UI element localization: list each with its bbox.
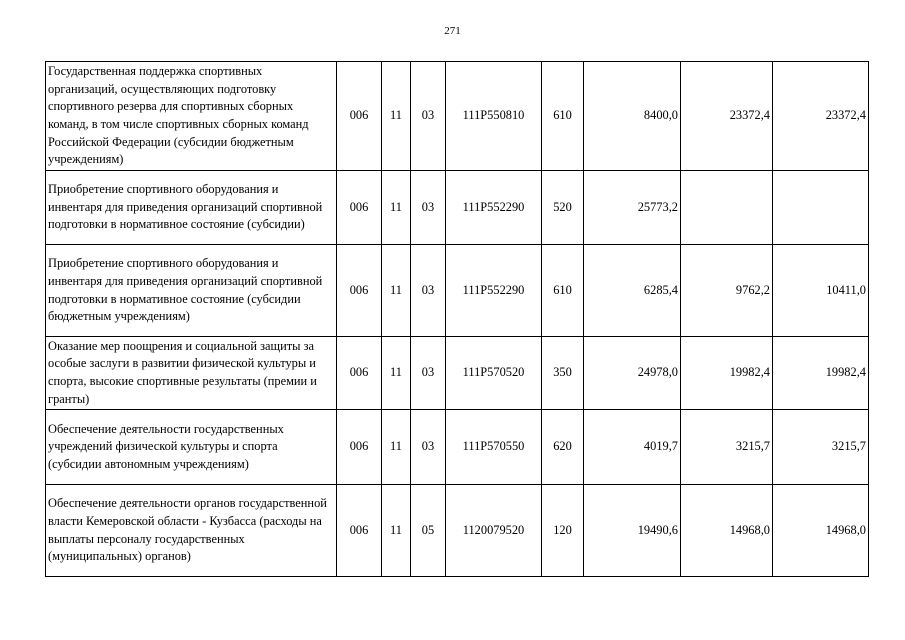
subsection-code: 03 — [411, 337, 446, 410]
amount-2: 3215,7 — [681, 410, 773, 485]
table-row — [46, 245, 869, 337]
target-article-code: 111P570520 — [446, 337, 542, 410]
amount-2: 14968,0 — [681, 485, 773, 577]
ministry-code: 006 — [337, 245, 382, 337]
budget-table — [45, 61, 869, 577]
expense-type-code: 610 — [542, 62, 584, 171]
ministry-code: 006 — [337, 62, 382, 171]
row-description: Приобретение спортивного оборудования и инвентаря для приведения организаций спортивной подготовки в нормативное состояние (субсидии) — [46, 171, 337, 245]
subsection-code: 05 — [411, 485, 446, 577]
row-description: Приобретение спортивного оборудования и инвентаря для приведения организаций спортивной подготовки в нормативное состояние (субсидии бюджетным учреждениям) — [46, 245, 337, 337]
subsection-code: 03 — [411, 245, 446, 337]
target-article-code: 111P552290 — [446, 171, 542, 245]
amount-2: 9762,2 — [681, 245, 773, 337]
amount-3: 3215,7 — [773, 410, 869, 485]
amount-2: 19982,4 — [681, 337, 773, 410]
amount-3: 14968,0 — [773, 485, 869, 577]
table-row — [46, 62, 869, 171]
subsection-code: 03 — [411, 410, 446, 485]
expense-type-code: 520 — [542, 171, 584, 245]
expense-type-code: 350 — [542, 337, 584, 410]
expense-type-code: 610 — [542, 245, 584, 337]
table-row — [46, 410, 869, 485]
section-code: 11 — [382, 337, 411, 410]
section-code: 11 — [382, 62, 411, 171]
amount-1: 19490,6 — [584, 485, 681, 577]
amount-1: 25773,2 — [584, 171, 681, 245]
target-article-code: 1120079520 — [446, 485, 542, 577]
amount-2 — [681, 171, 773, 245]
expense-type-code: 120 — [542, 485, 584, 577]
amount-3 — [773, 171, 869, 245]
ministry-code: 006 — [337, 485, 382, 577]
target-article-code: 111P552290 — [446, 245, 542, 337]
amount-2: 23372,4 — [681, 62, 773, 171]
section-code: 11 — [382, 245, 411, 337]
section-code: 11 — [382, 171, 411, 245]
amount-1: 8400,0 — [584, 62, 681, 171]
section-code: 11 — [382, 485, 411, 577]
table-row — [46, 337, 869, 410]
ministry-code: 006 — [337, 410, 382, 485]
amount-3: 19982,4 — [773, 337, 869, 410]
ministry-code: 006 — [337, 171, 382, 245]
target-article-code: 111P570550 — [446, 410, 542, 485]
amount-3: 10411,0 — [773, 245, 869, 337]
subsection-code: 03 — [411, 62, 446, 171]
subsection-code: 03 — [411, 171, 446, 245]
amount-1: 6285,4 — [584, 245, 681, 337]
amount-1: 24978,0 — [584, 337, 681, 410]
amount-3: 23372,4 — [773, 62, 869, 171]
target-article-code: 111P550810 — [446, 62, 542, 171]
ministry-code: 006 — [337, 337, 382, 410]
row-description: Обеспечение деятельности государственных учреждений физической культуры и спорта (субсидии автономным учреждениям) — [46, 410, 337, 485]
table-row — [46, 485, 869, 577]
row-description: Государственная поддержка спортивных организаций, осуществляющих подготовку спортивного резерва для спортивных сборных команд, в том числе спортивных сборных команд Российской Федерации (субсидии бюджетным учреждениям) — [46, 62, 337, 171]
row-description: Оказание мер поощрения и социальной защиты за особые заслуги в развитии физической культуры и спорта, высокие спортивные результаты (премии и гранты) — [46, 337, 337, 410]
section-code: 11 — [382, 410, 411, 485]
expense-type-code: 620 — [542, 410, 584, 485]
amount-1: 4019,7 — [584, 410, 681, 485]
table-row — [46, 171, 869, 245]
page-number: 271 — [444, 25, 461, 37]
row-description: Обеспечение деятельности органов государственной власти Кемеровской области - Кузбасса (расходы на выплаты персоналу государственных (муниципальных) органов) — [46, 485, 337, 577]
